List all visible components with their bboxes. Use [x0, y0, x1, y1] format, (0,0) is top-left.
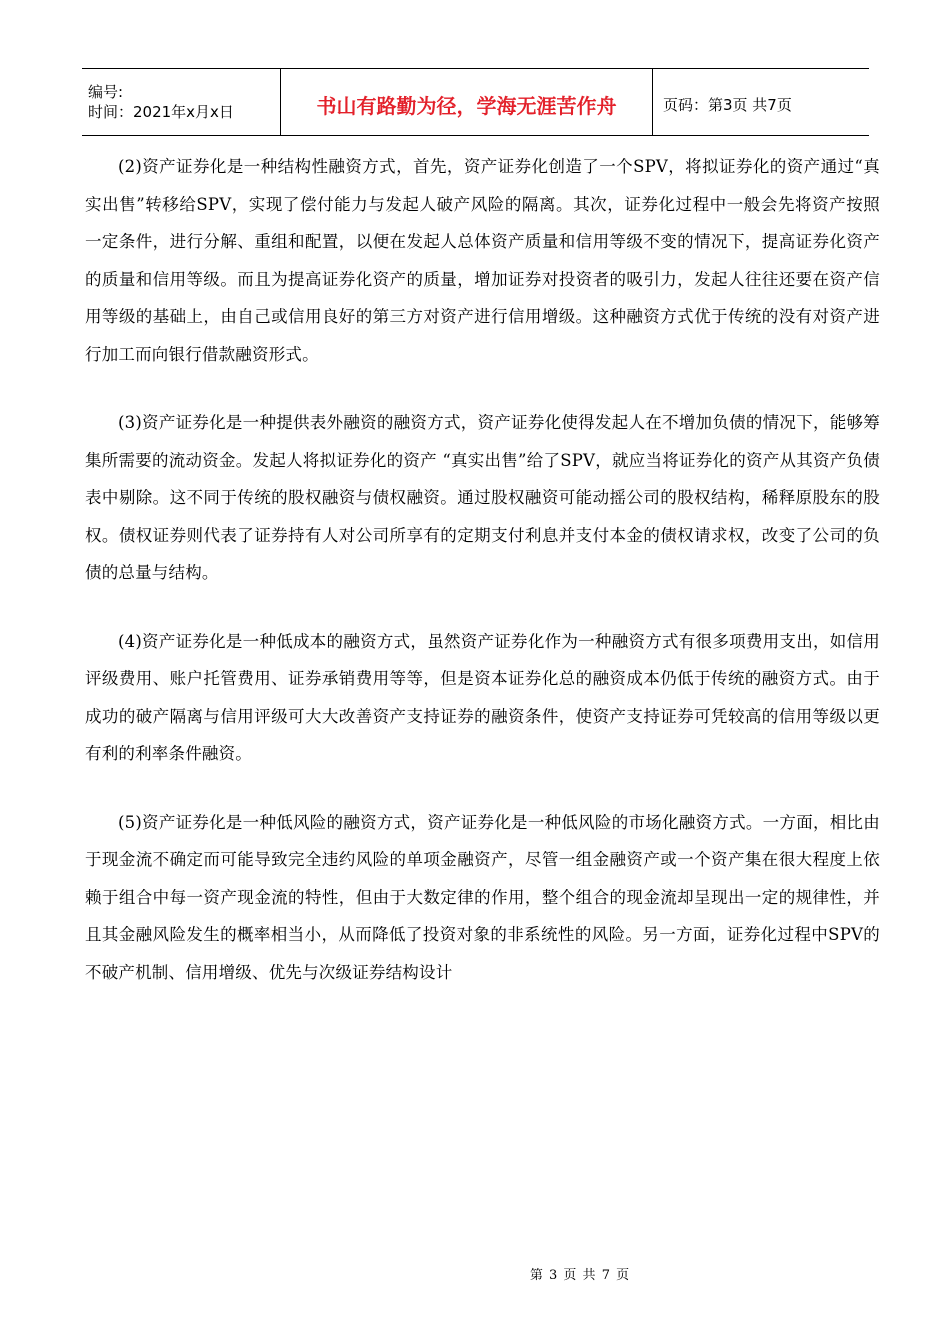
page-footer [0, 1264, 950, 1283]
header-meta [82, 69, 281, 135]
paragraph-2: (2)资产证券化是一种结构性融资方式，首先，资产证券化创造了一个SPV，将拟证券化的资产通过“真实出售”转移给SPV，实现了偿付能力与发起人破产风险的隔离。其次，证券化过程中一般会先将资产按照一定条件，进行分解、重组和配置，以便在发起人总体资产质量和信用等级不变的情况下，提高证券化资产的质量和信用等级。而且为提高证券化资产的质量，增加证券对投资者的吸引力，发起人往往还要在资产信用等级的基础上，由自己或信用良好的第三方对资产进行信用增级。这种融资方式优于传统的没有对资产进行加工而向银行借款融资形式。 [85, 157, 880, 364]
header-page-info: 页码：第3页 共7页 [663, 95, 792, 114]
document-time-label: 时间：2021年x月x日 [88, 103, 234, 121]
document-number-label: 编号: [88, 83, 124, 101]
paragraph-4: (4)资产证券化是一种低成本的融资方式，虽然资产证券化作为一种融资方式有很多项费用支出，如信用评级费用、账户托管费用、证券承销费用等等，但是资本证券化总的融资成本仍低于传统的融资方式。由于成功的破产隔离与信用评级可大大改善资产支持证券的融资条件，使资产支持证券可凭较高的信用等级以更有利的利率条件融资。 [85, 631, 880, 763]
document-body [85, 148, 880, 1022]
paragraph-3: (3)资产证券化是一种提供表外融资的融资方式，资产证券化使得发起人在不增加负债的情况下，能够筹集所需要的流动资金。发起人将拟证券化的资产 “真实出售”给了SPV，就应当将证券化的资产从其资产负债表中剔除。这不同于传统的股权融资与债权融资。通过股权融资可能动摇公司的股权结构，稀释原股东的股权。债权证券则代表了证券持有人对公司所享有的定期支付利息并支付本金的债权请求权，改变了公司的负债的总量与结构。 [85, 413, 880, 582]
footer-page-number: 第 3 页 共 7 页 [529, 1268, 631, 1283]
document-header [82, 68, 869, 136]
header-motto: 书山有路勤为径，学海无涯苦作舟 [281, 69, 653, 135]
paragraph-5: (5)资产证券化是一种低风险的融资方式，资产证券化是一种低风险的市场化融资方式。一方面，相比由于现金流不确定而可能导致完全违约风险的单项金融资产，尽管一组金融资产或一个资产集在很大程度上依赖于组合中每一资产现金流的特性，但由于大数定律的作用，整个组合的现金流却呈现出一定的规律性，并且其金融风险发生的概率相当小，从而降低了投资对象的非系统性的风险。另一方面，证券化过程中SPV的不破产机制、信用增级、优先与次级证券结构设计 [85, 812, 880, 982]
